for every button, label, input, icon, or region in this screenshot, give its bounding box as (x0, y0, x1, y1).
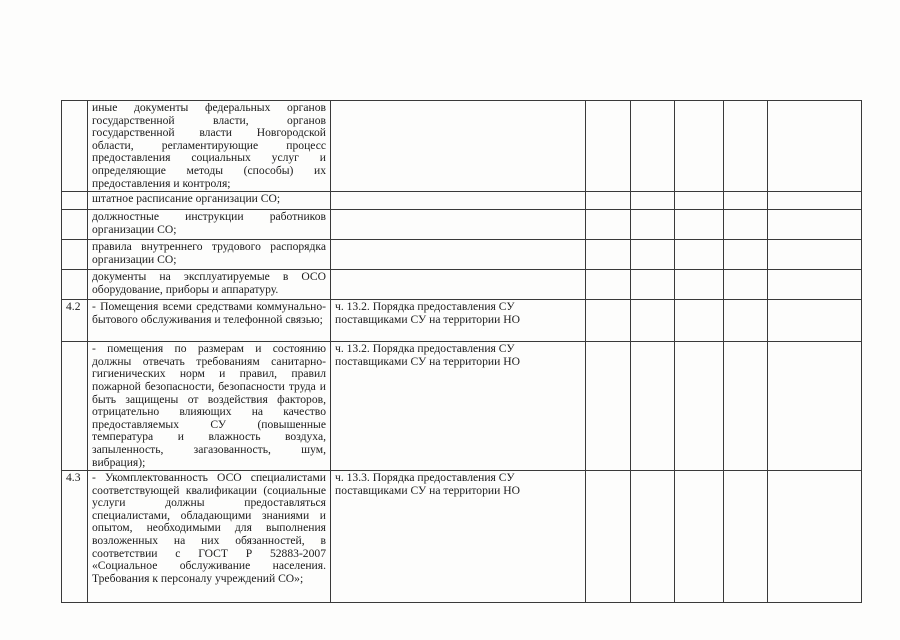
empty-cell (724, 210, 768, 240)
source-cell: ч. 13.2. Порядка предоставления СУ поставщиками СУ на территории НО (331, 300, 586, 342)
empty-cell (586, 240, 631, 270)
empty-cell (631, 192, 675, 210)
table-row (62, 300, 862, 342)
requirement-cell: документы на эксплуатируемые в ОСО оборудование, приборы и аппаратуру. (88, 270, 331, 300)
empty-cell (724, 192, 768, 210)
empty-cell (675, 342, 724, 471)
empty-cell (724, 240, 768, 270)
requirement-cell: - Укомплектованность ОСО специалистами соответствующей квалификации (социальные услуги должны предоставляться специалистами, обладающими знаниями и опытом, необходимыми для выполнения возложенных на них обязанностей, в соответствии с ГОСТ Р 52883-2007 «Социальное обслуживание населения. Требования к персоналу учреждений СО»; (88, 471, 331, 603)
requirement-cell: правила внутреннего трудового распорядка организации СО; (88, 240, 331, 270)
empty-cell (724, 270, 768, 300)
requirement-cell: - Помещения всеми средствами коммунально-бытового обслуживания и телефонной связью; (88, 300, 331, 342)
empty-cell (768, 210, 862, 240)
source-cell (331, 270, 586, 300)
empty-cell (768, 101, 862, 192)
table-row (62, 240, 862, 270)
source-cell: ч. 13.2. Порядка предоставления СУ поставщиками СУ на территории НО (331, 342, 586, 471)
empty-cell (586, 300, 631, 342)
row-number (62, 192, 88, 210)
row-number (62, 270, 88, 300)
empty-cell (724, 471, 768, 603)
empty-cell (586, 101, 631, 192)
empty-cell (675, 210, 724, 240)
empty-cell (768, 240, 862, 270)
source-cell (331, 101, 586, 192)
table-row (62, 342, 862, 471)
source-cell (331, 240, 586, 270)
empty-cell (631, 342, 675, 471)
row-number (62, 210, 88, 240)
source-cell: ч. 13.3. Порядка предоставления СУ поставщиками СУ на территории НО (331, 471, 586, 603)
source-cell (331, 192, 586, 210)
empty-cell (768, 342, 862, 471)
table-row (62, 192, 862, 210)
requirement-cell: штатное расписание организации СО; (88, 192, 331, 210)
empty-cell (675, 101, 724, 192)
requirement-cell: должностные инструкции работников организации СО; (88, 210, 331, 240)
source-cell (331, 210, 586, 240)
empty-cell (724, 101, 768, 192)
empty-cell (768, 300, 862, 342)
row-number (62, 342, 88, 471)
empty-cell (675, 471, 724, 603)
empty-cell (586, 471, 631, 603)
row-number: 4.3 (62, 471, 88, 603)
empty-cell (675, 192, 724, 210)
empty-cell (675, 240, 724, 270)
requirement-cell: - помещения по размерам и состоянию должны отвечать требованиям санитарно-гигиенических норм и правил, правил пожарной безопасности, безопасности труда и быть защищены от воздействия факторов, отрицательно влияющих на качество предоставляемых СУ (повышенные температура и влажность воздуха, запыленность, загазованность, шум, вибрация); (88, 342, 331, 471)
row-number (62, 101, 88, 192)
empty-cell (768, 270, 862, 300)
empty-cell (586, 342, 631, 471)
empty-cell (631, 101, 675, 192)
table-row (62, 270, 862, 300)
empty-cell (675, 270, 724, 300)
empty-cell (586, 270, 631, 300)
row-number (62, 240, 88, 270)
empty-cell (586, 210, 631, 240)
empty-cell (631, 240, 675, 270)
empty-cell (724, 300, 768, 342)
empty-cell (675, 300, 724, 342)
row-number: 4.2 (62, 300, 88, 342)
empty-cell (631, 471, 675, 603)
empty-cell (631, 270, 675, 300)
empty-cell (724, 342, 768, 471)
requirement-cell: иные документы федеральных органов государственной власти, органов государственной власти Новгородской области, регламентирующие процесс предоставления социальных услуг и определяющие методы (способы) их предоставления и контроля; (88, 101, 331, 192)
empty-cell (768, 471, 862, 603)
empty-cell (768, 192, 862, 210)
table-row (62, 101, 862, 192)
table-row (62, 210, 862, 240)
empty-cell (586, 192, 631, 210)
requirements-table (61, 100, 862, 603)
empty-cell (631, 210, 675, 240)
table-row (62, 471, 862, 603)
empty-cell (631, 300, 675, 342)
